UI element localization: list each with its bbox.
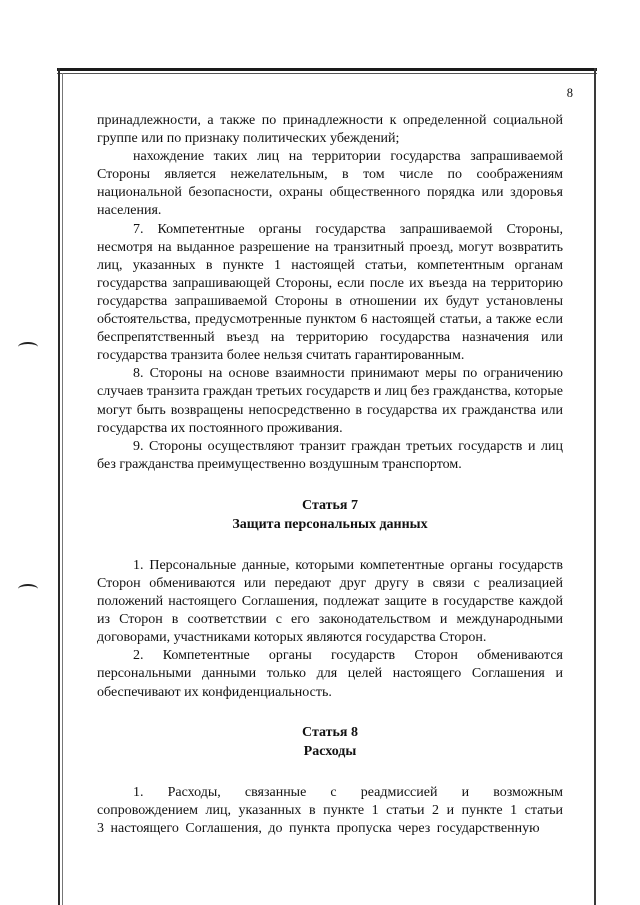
page-frame-left-border: [58, 68, 60, 905]
spacer: [97, 535, 563, 557]
article-8-paragraph-1: 1. Расходы, связанные с реадмиссией и возможным сопровождением лиц, указанных в пункте 1 статьи 2 и пункте 1 статьи 3 настоящего Соглашения, до пункта пропуска через государственную: [97, 784, 563, 836]
paragraph-continuation: принадлежности, а также по принадлежности к определенной социальной группе или по признаку политических убеждений;: [97, 113, 563, 147]
binder-hole-mark-icon: [18, 342, 38, 352]
paragraph-item-8: 8. Стороны на основе взаимности принимают меры по ограничению случаев транзита граждан третьих государств и лиц без гражданства, которые могут быть возвращены непосредственно в государства их гражданства или государства их постоянного проживания.: [97, 366, 563, 436]
page-frame-right-border: [594, 68, 596, 905]
article-7-paragraph-2: 2. Компетентные органы государств Сторон обмениваются персональными данными только для целей настоящего Соглашения и обеспечивают их конфиденциальность.: [97, 648, 563, 700]
spacer: [97, 762, 563, 784]
article-8-title: Расходы: [303, 744, 357, 760]
document-body: [97, 112, 563, 838]
binder-hole-mark-icon: [18, 584, 38, 594]
page-frame-top-inner-border: [57, 73, 597, 74]
page-frame-left-inner-border: [62, 73, 63, 905]
paragraph-item-9: 9. Стороны осуществляют транзит граждан третьих государств и лиц без гражданства преимущественно воздушным транспортом.: [97, 438, 563, 472]
article-7-paragraph-1: 1. Персональные данные, которыми компетентные органы государств Сторон обмениваются или передают друг другу в связи с реализацией положений настоящего Соглашения, подлежат защите в государстве каждой из Сторон в соответствии с его законодательством и международными договорами, участниками которых являются государства Сторон.: [97, 557, 563, 646]
article-8-number: Статья 8: [302, 724, 358, 740]
article-7-title: Защита персональных данных: [232, 517, 428, 533]
article-7-number: Статья 7: [302, 497, 358, 513]
page-frame-top-border: [57, 68, 597, 71]
paragraph: нахождение таких лиц на территории государства запрашиваемой Стороны является нежелательным, в том числе по соображениям национальной безопасности, охраны общественного порядка или здоровья населения.: [97, 149, 563, 219]
page-number: 8: [566, 86, 573, 100]
paragraph-item-7: 7. Компетентные органы государства запрашиваемой Стороны, несмотря на выданное разрешение на транзитный проезд, могут возвратить лиц, указанных в пункте 1 настоящей статьи, компетентным органам государства запрашивающей Стороны, если после их въезда на территорию государства запрашиваемой Стороны в отношении их будут установлены обстоятельства, предусмотренные пунктом 6 настоящей статьи, а также если беспрепятственный въезд на территорию государства назначения или государства транзита более нельзя считать гарантированным.: [97, 221, 563, 364]
